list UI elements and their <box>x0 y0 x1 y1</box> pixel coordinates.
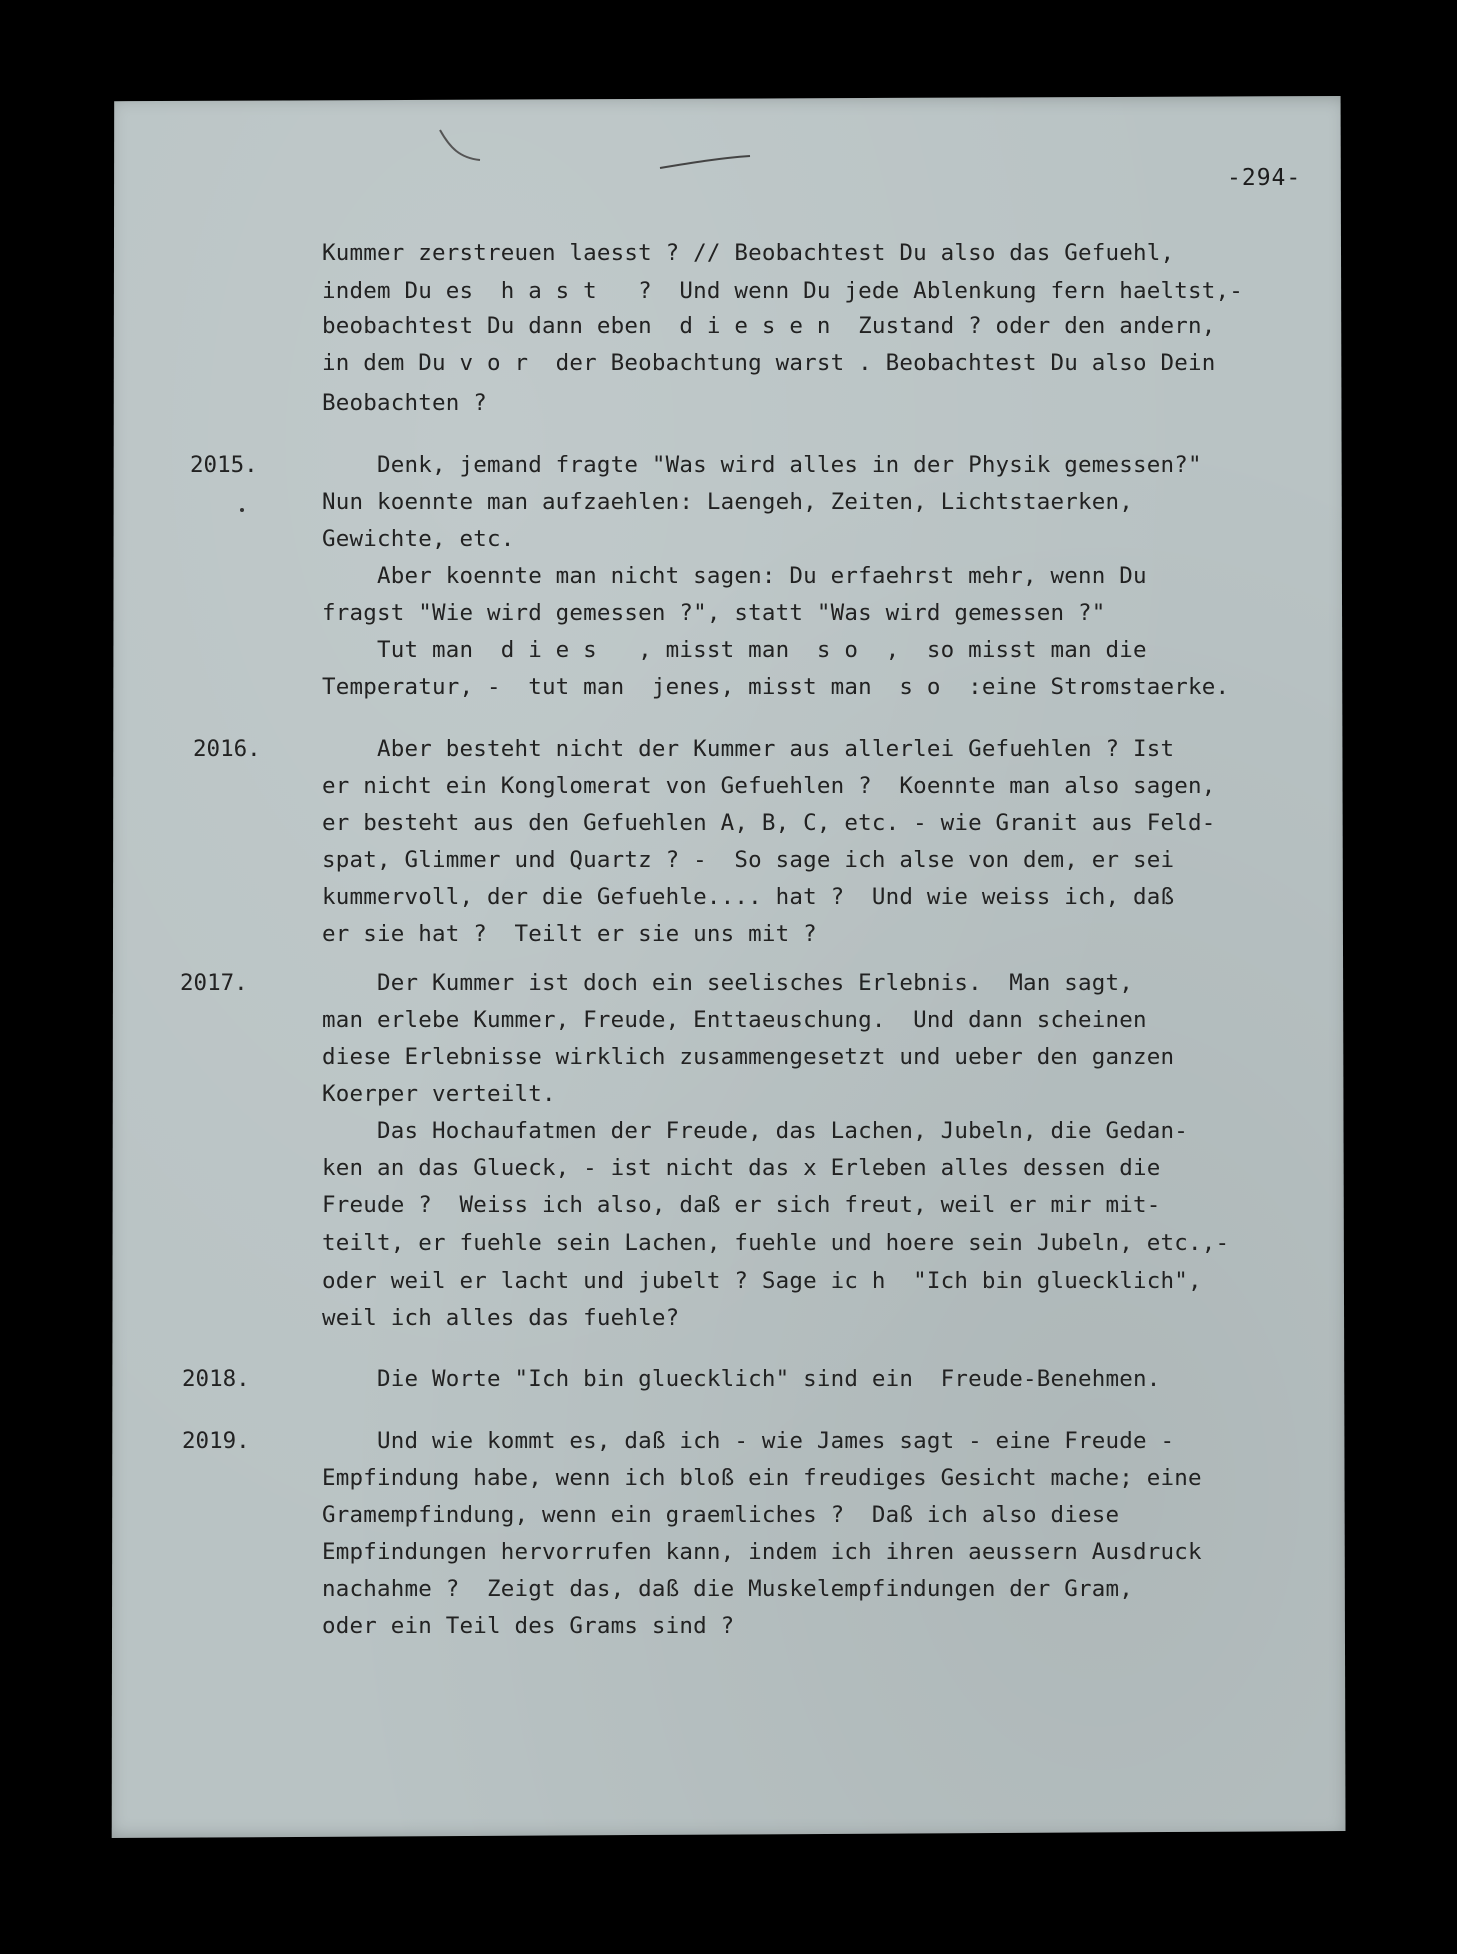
text-line: Beobachten ? <box>322 390 487 416</box>
text-line: ken an das Glueck, - ist nicht das x Erleben alles dessen die <box>322 1155 1161 1181</box>
remark-number-2016: 2016. <box>193 736 261 762</box>
text-line: Tut man d i e s , misst man s o , so misst man die <box>322 637 1147 663</box>
text-line: Kummer zerstreuen laesst ? // Beobachtest Du also das Gefuehl, <box>322 240 1175 266</box>
text-line: Das Hochaufatmen der Freude, das Lachen, Jubeln, die Gedan- <box>322 1118 1189 1144</box>
text-line: teilt, er fuehle sein Lachen, fuehle und hoere sein Jubeln, etc.,- <box>322 1230 1230 1256</box>
text-line: in dem Du v o r der Beobachtung warst . Beobachtest Du also Dein <box>322 350 1216 376</box>
text-line: weil ich alles das fuehle? <box>322 1305 680 1331</box>
text-line: nachahme ? Zeigt das, daß die Muskelempfindungen der Gram, <box>322 1576 1134 1602</box>
text-line: Koerper verteilt. <box>322 1081 556 1107</box>
text-line: man erlebe Kummer, Freude, Enttaeuschung. Und dann scheinen <box>322 1007 1147 1033</box>
remark-number-2018: 2018. <box>182 1366 250 1392</box>
text-line: er sie hat ? Teilt er sie uns mit ? <box>322 921 817 947</box>
text-line: Temperatur, - tut man jenes, misst man s o :eine Stromstaerke. <box>322 674 1230 700</box>
text-line: Denk, jemand fragte "Was wird alles in der Physik gemessen?" <box>322 452 1202 478</box>
page-number: -294- <box>1227 165 1302 191</box>
text-line: Empfindung habe, wenn ich bloß ein freudiges Gesicht mache; eine <box>322 1465 1202 1491</box>
text-line: er besteht aus den Gefuehlen A, B, C, etc. - wie Granit aus Feld- <box>322 810 1216 836</box>
remark-number-2019: 2019. <box>182 1428 250 1454</box>
text-line: spat, Glimmer und Quartz ? - So sage ich alse von dem, er sei <box>322 847 1175 873</box>
text-line: Freude ? Weiss ich also, daß er sich freut, weil er mir mit- <box>322 1192 1161 1218</box>
text-line: Aber besteht nicht der Kummer aus allerlei Gefuehlen ? Ist <box>322 736 1175 762</box>
text-line: Und wie kommt es, daß ich - wie James sagt - eine Freude - <box>322 1428 1175 1454</box>
ink-dot <box>240 508 244 512</box>
text-line: Der Kummer ist doch ein seelisches Erlebnis. Man sagt, <box>322 970 1134 996</box>
pencil-stroke-mark <box>420 118 760 178</box>
remark-number-2017: 2017. <box>180 970 248 996</box>
text-line: indem Du es h a s t ? Und wenn Du jede Ablenkung fern haeltst,- <box>322 278 1243 304</box>
text-line: oder weil er lacht und jubelt ? Sage ic h "Ich bin gluecklich", <box>322 1268 1202 1294</box>
text-line: fragst "Wie wird gemessen ?", statt "Was wird gemessen ?" <box>322 600 1106 626</box>
text-line: Aber koennte man nicht sagen: Du erfaehrst mehr, wenn Du <box>322 563 1147 589</box>
text-line: Nun koennte man aufzaehlen: Laengeh, Zeiten, Lichtstaerken, <box>322 489 1134 515</box>
text-line: Empfindungen hervorrufen kann, indem ich ihren aeussern Ausdruck <box>322 1539 1202 1565</box>
text-line: Die Worte "Ich bin gluecklich" sind ein Freude-Benehmen. <box>322 1366 1161 1392</box>
text-line: er nicht ein Konglomerat von Gefuehlen ? Koennte man also sagen, <box>322 773 1216 799</box>
text-line: Gewichte, etc. <box>322 526 515 552</box>
text-line: kummervoll, der die Gefuehle.... hat ? Und wie weiss ich, daß <box>322 884 1175 910</box>
text-line: diese Erlebnisse wirklich zusammengesetzt und ueber den ganzen <box>322 1044 1175 1070</box>
text-line: Gramempfindung, wenn ein graemliches ? Daß ich also diese <box>322 1502 1120 1528</box>
remark-number-2015: 2015. <box>190 452 258 478</box>
text-line: oder ein Teil des Grams sind ? <box>322 1613 735 1639</box>
text-line: beobachtest Du dann eben d i e s e n Zustand ? oder den andern, <box>322 313 1216 339</box>
